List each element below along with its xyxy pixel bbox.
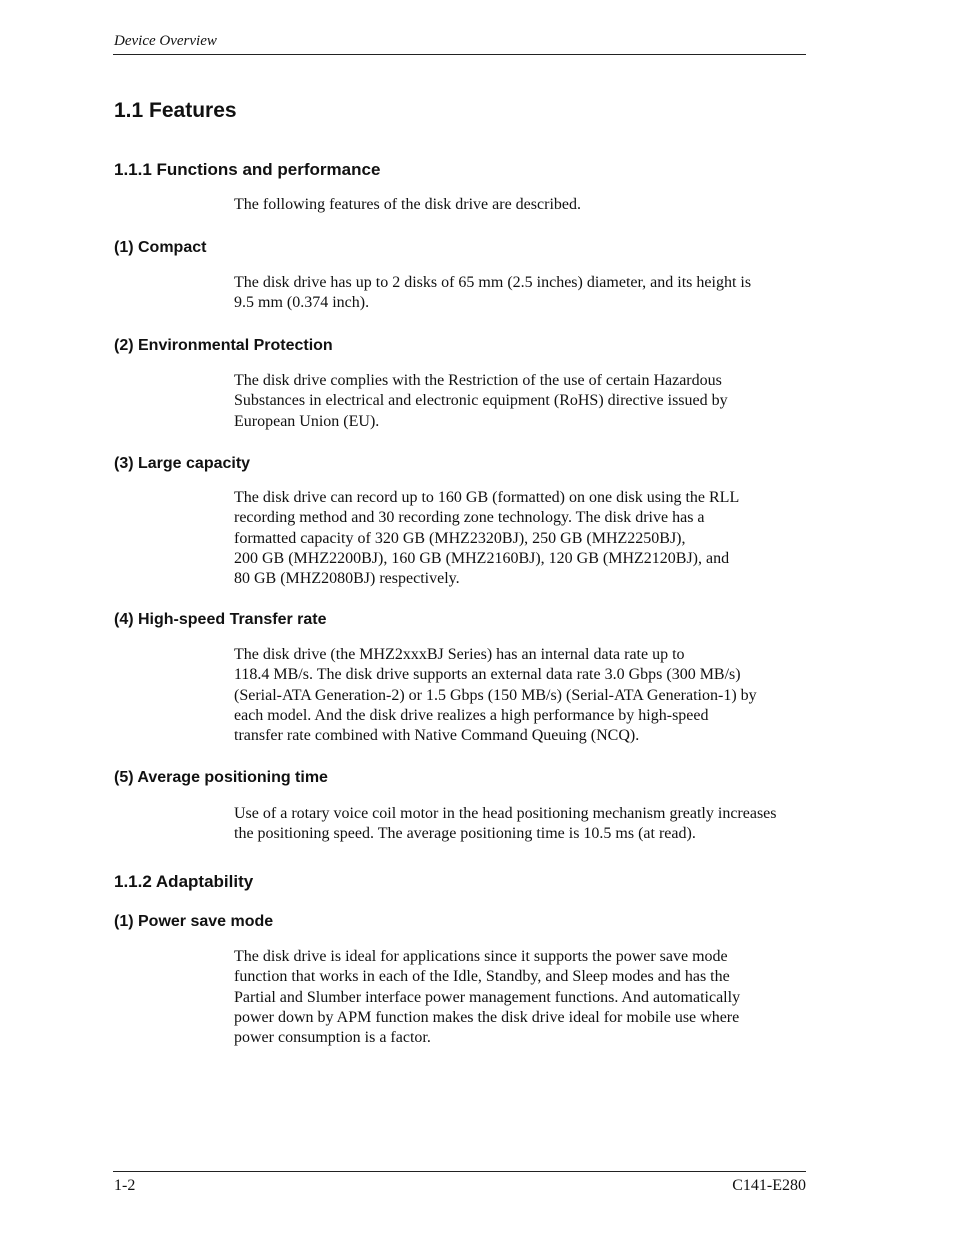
item-heading-compact: (1) Compact [114,239,207,256]
paragraph-line: each model. And the disk drive realizes a high performance by high-speed [234,706,709,724]
item-heading-positioning-time: (5) Average positioning time [114,769,328,786]
paragraph-line: European Union (EU). [234,412,380,430]
intro-paragraph: The following features of the disk drive are described. [234,196,581,213]
paragraph-line: power down by APM function makes the disk drive ideal for mobile use where [234,1008,740,1026]
item-paragraph-large-capacity [234,488,806,589]
item-heading-power-save-mode: (1) Power save mode [114,913,274,930]
page-number: 1-2 [114,1177,136,1194]
paragraph-line: recording method and 30 recording zone technology. The disk drive has a [234,509,705,527]
paragraph-line: power consumption is a factor. [234,1029,431,1047]
paragraph-line: Substances in electrical and electronic equipment (RoHS) directive issued by [234,392,728,410]
item-paragraph-environmental-protection [234,371,806,432]
paragraph-line: The disk drive (the MHZ2xxxBJ Series) has an internal data rate up to [234,646,685,663]
item-paragraph-compact [234,273,806,314]
paragraph-line: The disk drive has up to 2 disks of 65 mm (2.5 inches) diameter, and its height is [234,274,752,291]
subsection-title-adaptability: 1.1.2 Adaptability [114,872,254,891]
section-title: 1.1 Features [114,99,237,122]
subsection-title-functions: 1.1.1 Functions and performance [114,160,381,179]
footer-rule [113,1171,806,1172]
paragraph-line: The disk drive is ideal for applications since it supports the power save mode [234,948,728,965]
paragraph-line: transfer rate combined with Native Command Queuing (NCQ). [234,727,640,745]
paragraph-line: Use of a rotary voice coil motor in the head positioning mechanism greatly increases [234,805,777,822]
item-paragraph-positioning-time [234,804,806,845]
paragraph-line: The disk drive complies with the Restriction of the use of certain Hazardous [234,372,722,389]
paragraph-line: Partial and Slumber interface power management functions. And automatically [234,988,741,1006]
paragraph-line: The disk drive can record up to 160 GB (formatted) on one disk using the RLL [234,489,740,506]
paragraph-line: 200 GB (MHZ2200BJ), 160 GB (MHZ2160BJ), 120 GB (MHZ2120BJ), and [234,549,730,567]
document-code: C141-E280 [732,1177,806,1194]
item-heading-large-capacity: (3) Large capacity [114,455,251,472]
paragraph-line: the positioning speed. The average positioning time is 10.5 ms (at read). [234,825,696,843]
paragraph-line: 9.5 mm (0.374 inch). [234,294,370,312]
item-paragraph-power-save-mode [234,947,806,1048]
paragraph-line: formatted capacity of 320 GB (MHZ2320BJ), 250 GB (MHZ2250BJ), [234,529,686,547]
running-header: Device Overview [114,33,217,49]
paragraph-line: 118.4 MB/s. The disk drive supports an external data rate 3.0 Gbps (300 MB/s) [234,666,741,684]
header-rule [113,54,806,55]
item-heading-environmental-protection: (2) Environmental Protection [114,337,333,354]
paragraph-line: function that works in each of the Idle, Standby, and Sleep modes and has the [234,968,730,986]
paragraph-line: (Serial-ATA Generation-2) or 1.5 Gbps (150 MB/s) (Serial-ATA Generation-1) by [234,686,757,704]
item-paragraph-transfer-rate [234,645,806,746]
paragraph-line: 80 GB (MHZ2080BJ) respectively. [234,570,460,588]
item-heading-transfer-rate: (4) High-speed Transfer rate [114,611,327,628]
